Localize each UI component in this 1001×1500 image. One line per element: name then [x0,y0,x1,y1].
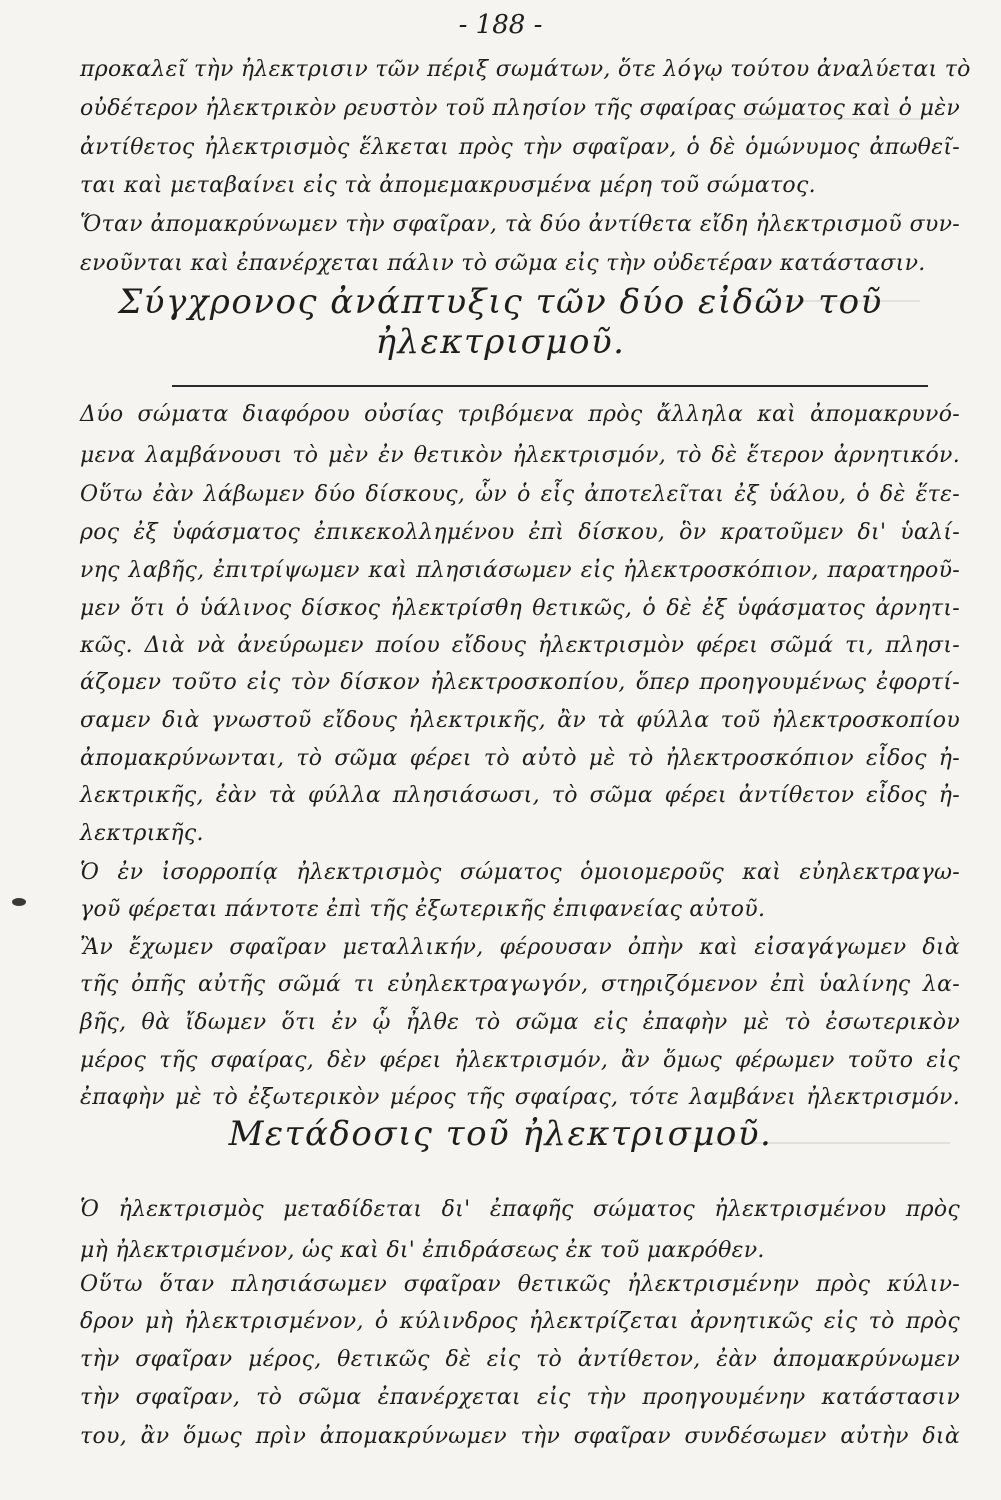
text-line: λεκτρικῆς, ἐὰν τὰ φύλλα πλησιάσωσι, τὸ σῶμα φέρει ἀντίθετον εἶδος ἠ- [80,783,960,808]
text-line: κῶς. Διὰ νὰ ἀνεύρωμεν ποίου εἴδους ἠλεκτρισμὸν φέρει σῶμά τι, πλησι- [80,633,960,658]
text-line: ρος ἐξ ὑφάσματος ἐπικεκολλημένου ἐπὶ δίσκου, ὃν κρατοῦμεν δι' ὑαλί- [80,520,960,545]
text-line: Ὁ ἐν ἰσορροπίᾳ ἠλεκτρισμὸς σώματος ὁμοιομεροῦς καὶ εὐηλεκτραγω- [80,860,960,885]
text-line: Οὕτω ἐὰν λάβωμεν δύο δίσκους, ὧν ὁ εἷς ἀποτελεῖται ἐξ ὑάλου, ὁ δὲ ἕτε- [80,482,960,507]
text-line: λεκτρικῆς. [80,821,204,846]
section-heading: Σύγχρονος ἀνάπτυξις τῶν δύο εἰδῶν τοῦ [118,282,883,322]
text-line: ενοῦνται καὶ ἐπανέρχεται πάλιν τὸ σῶμα εἰς τὴν οὐδετέραν κατάστασιν. [80,251,926,276]
text-line: του, ἂν ὅμως πρὶν ἀπομακρύνωμεν τὴν σφαῖραν συνδέσωμεν αὐτὴν διὰ [80,1424,960,1449]
text-line: ἐπαφὴν μὲ τὸ ἐξωτερικὸν μέρος τῆς σφαίρας, τότε λαμβάνει ἠλεκτρισμόν. [80,1085,960,1110]
text-line: προκαλεῖ τὴν ἠλεκτρισιν τῶν πέριξ σωμάτων, ὅτε λόγῳ τούτου ἀναλύεται τὸ [80,57,971,82]
margin-ink-mark [12,898,26,906]
text-line: Ἂν ἔχωμεν σφαῖραν μεταλλικήν, φέρουσαν ὀπὴν καὶ εἰσαγάγωμεν διὰ [80,935,960,960]
text-line: νης λαβῆς, ἐπιτρίψωμεν καὶ πλησιάσωμεν εἰς ἠλεκτροσκόπιον, παρατηροῦ- [80,558,960,583]
text-line: μενα λαμβάνουσι τὸ μὲν ἐν θετικὸν ἠλεκτρισμόν, τὸ δὲ ἕτερον ἀρνητικόν. [80,443,960,468]
text-line: δρον μὴ ἠλεκτρισμένον, ὁ κύλινδρος ἠλεκτρίζεται ἀρνητικῶς εἰς τὸ πρὸς [80,1309,960,1334]
text-line: γοῦ φέρεται πάντοτε ἐπὶ τῆς ἐξωτερικῆς ἐπιφανείας αὐτοῦ. [80,897,766,922]
text-line: Οὕτω ὅταν πλησιάσωμεν σφαῖραν θετικῶς ἠλεκτρισμένην πρὸς κύλιν- [80,1272,960,1297]
text-line: μέρος τῆς σφαίρας, δὲν φέρει ἠλεκτρισμόν, ἂν ὅμως φέρωμεν τοῦτο εἰς [80,1048,960,1073]
text-line: Ὅταν ἀπομακρύνωμεν τὴν σφαῖραν, τὰ δύο ἀντίθετα εἴδη ἠλεκτρισμοῦ συν- [80,212,960,237]
text-line: ἀντίθετος ἠλεκτρισμὸς ἕλκεται πρὸς τὴν σφαῖραν, ὁ δὲ ὁμώνυμος ἀπωθεῖ- [80,135,960,160]
text-line: οὐδέτερον ἠλεκτρικὸν ρευστὸν τοῦ πλησίον τῆς σφαίρας σώματος καὶ ὁ μὲν [80,96,960,121]
text-line: ἀπομακρύνωνται, τὸ σῶμα φέρει τὸ αὐτὸ μὲ τὸ ἠλεκτροσκόπιον εἶδος ἠ- [80,746,960,771]
text-line: σαμεν διὰ γνωστοῦ εἴδους ἠλεκτρικῆς, ἂν τὰ φύλλα τοῦ ἠλεκτροσκοπίου [80,708,960,733]
text-line: βῆς, θὰ ἴδωμεν ὅτι ἐν ᾧ ἦλθε τὸ σῶμα εἰς ἐπαφὴν μὲ τὸ ἐσωτερικὸν [80,1010,960,1035]
text-line: μεν ὅτι ὁ ὑάλινος δίσκος ἠλεκτρίσθη θετικῶς, ὁ δὲ ἐξ ὑφάσματος ἀρνητι- [80,596,960,621]
text-line: Δύο σώματα διαφόρου οὐσίας τριβόμενα πρὸς ἄλληλα καὶ ἀπομακρυνό- [80,402,960,427]
text-line: τὴν σφαῖραν μέρος, θετικῶς δὲ εἰς τὸ ἀντίθετον, ἐὰν ἀπομακρύνωμεν [80,1347,960,1372]
text-line: άζομεν τοῦτο εἰς τὸν δίσκον ἠλεκτροσκοπίου, ὅπερ προηγουμένως ἐφορτί- [80,670,960,695]
section-heading: Μετάδοσις τοῦ ἠλεκτρισμοῦ. [228,1114,773,1154]
section-heading-continuation: ἠλεκτρισμοῦ. [375,322,626,362]
text-line: τὴν σφαῖραν, τὸ σῶμα ἐπανέρχεται εἰς τὴν προηγουμένην κατάστασιν [80,1385,960,1410]
page-number: - 188 - [458,10,543,40]
text-line: τῆς ὀπῆς αὐτῆς σῶμά τι εὐηλεκτραγωγόν, στηριζόμενον ἐπὶ ὑαλίνης λα- [80,972,960,997]
text-line: μὴ ἠλεκτρισμένον, ὡς καὶ δι' ἐπιδράσεως ἐκ τοῦ μακρόθεν. [80,1238,765,1263]
text-line: Ὁ ἠλεκτρισμὸς μεταδίδεται δι' ἐπαφῆς σώματος ἠλεκτρισμένου πρὸς [80,1197,960,1222]
heading-underline [172,385,928,387]
text-line: ται καὶ μεταβαίνει εἰς τὰ ἀπομεμακρυσμένα μέρη τοῦ σώματος. [80,173,816,198]
